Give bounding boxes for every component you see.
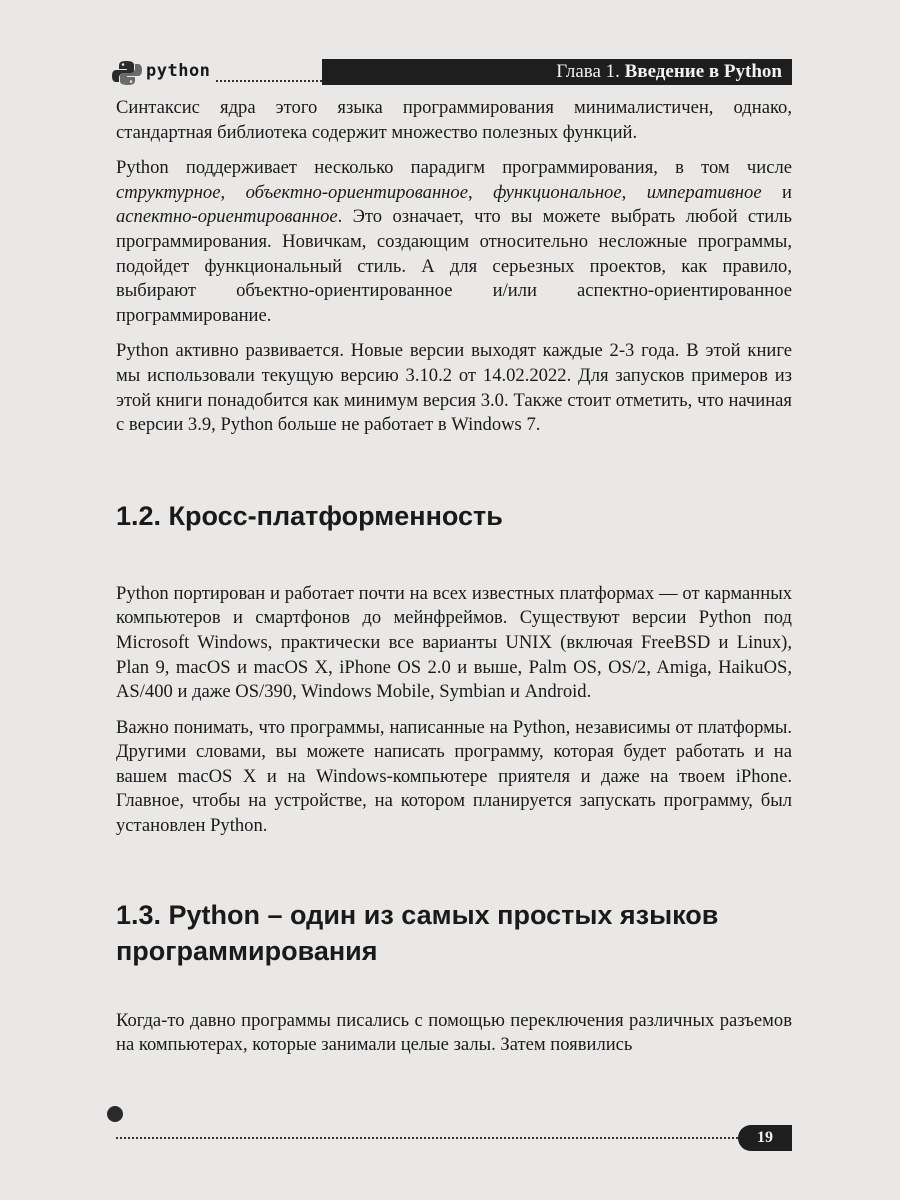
heading-simple-language: 1.3. Python – один из самых простых языков программирования — [116, 899, 719, 966]
footer-bullet — [107, 1106, 123, 1122]
paragraph-paradigms: Python поддерживает несколько парадигм программирования, в том числе структурное, объектно-ориентированное, функциональное, императивное и аспектно-ориентированное. Это означает, что вы можете выбрать любой стиль программирования. Новичкам, создающим относительно несложные программы, подойдет функциональный стиль. А для серьезных проектов, как правило, выбирают объектно-ориентированное и/или аспектно-ориентированное программирование. — [116, 157, 793, 326]
running-header — [322, 59, 792, 85]
chapter-title: Введение в Python — [624, 61, 782, 82]
paragraph-history: Когда-то давно программы писались с помощью переключения различных разъемов на компьютерах, которые занимали целые залы. Затем появились — [116, 1009, 792, 1056]
chapter-number: Глава 1. — [556, 61, 620, 82]
page-body — [116, 96, 792, 1058]
paragraph-versions: Python активно развивается. Новые версии выходят каждые 2-3 года. В этой книге мы использовали текущую версию 3.10.2 от 14.02.2022. Для запусков примеров из этой книги понадобится как минимум версия 3.0. Также стоит отметить, что начиная с версии 3.9, Python больше не работает в Windows 7. — [116, 340, 792, 436]
page-number: 19 — [738, 1125, 792, 1151]
python-logo-icon — [112, 60, 142, 86]
header-dotted-rule — [216, 80, 322, 82]
paragraph-syntax: Синтаксис ядра этого языка программирования минималистичен, однако, стандартная библиотека содержит множество полезных функций. — [116, 97, 792, 143]
brand-name: python — [146, 61, 211, 81]
paragraph-independence: Важно понимать, что программы, написанные на Python, независимы от платформы. Другими словами, вы можете написать программу, которая будет работать и на вашем macOS X и на Windows-компьютере приятеля и даже на твоем iPhone. Главное, чтобы на устройстве, на котором планируется запускать программу, был установлен Python. — [116, 716, 792, 837]
footer-dotted-rule — [116, 1137, 738, 1139]
paragraph-platforms: Python портирован и работает почти на всех известных платформах — от карманных компьютеров и смартфонов до мейнфреймов. Существуют версии Python под Microsoft Windows, практически все варианты UNIX (включая FreeBSD и Linux), Plan 9, macOS и macOS X, iPhone OS 2.0 и выше, Palm OS, OS/2, Amiga, HaikuOS, AS/400 и даже OS/390, Windows Mobile, Symbian и Android. — [116, 582, 792, 703]
heading-cross-platform: 1.2. Кросс-платформенность — [116, 500, 503, 531]
